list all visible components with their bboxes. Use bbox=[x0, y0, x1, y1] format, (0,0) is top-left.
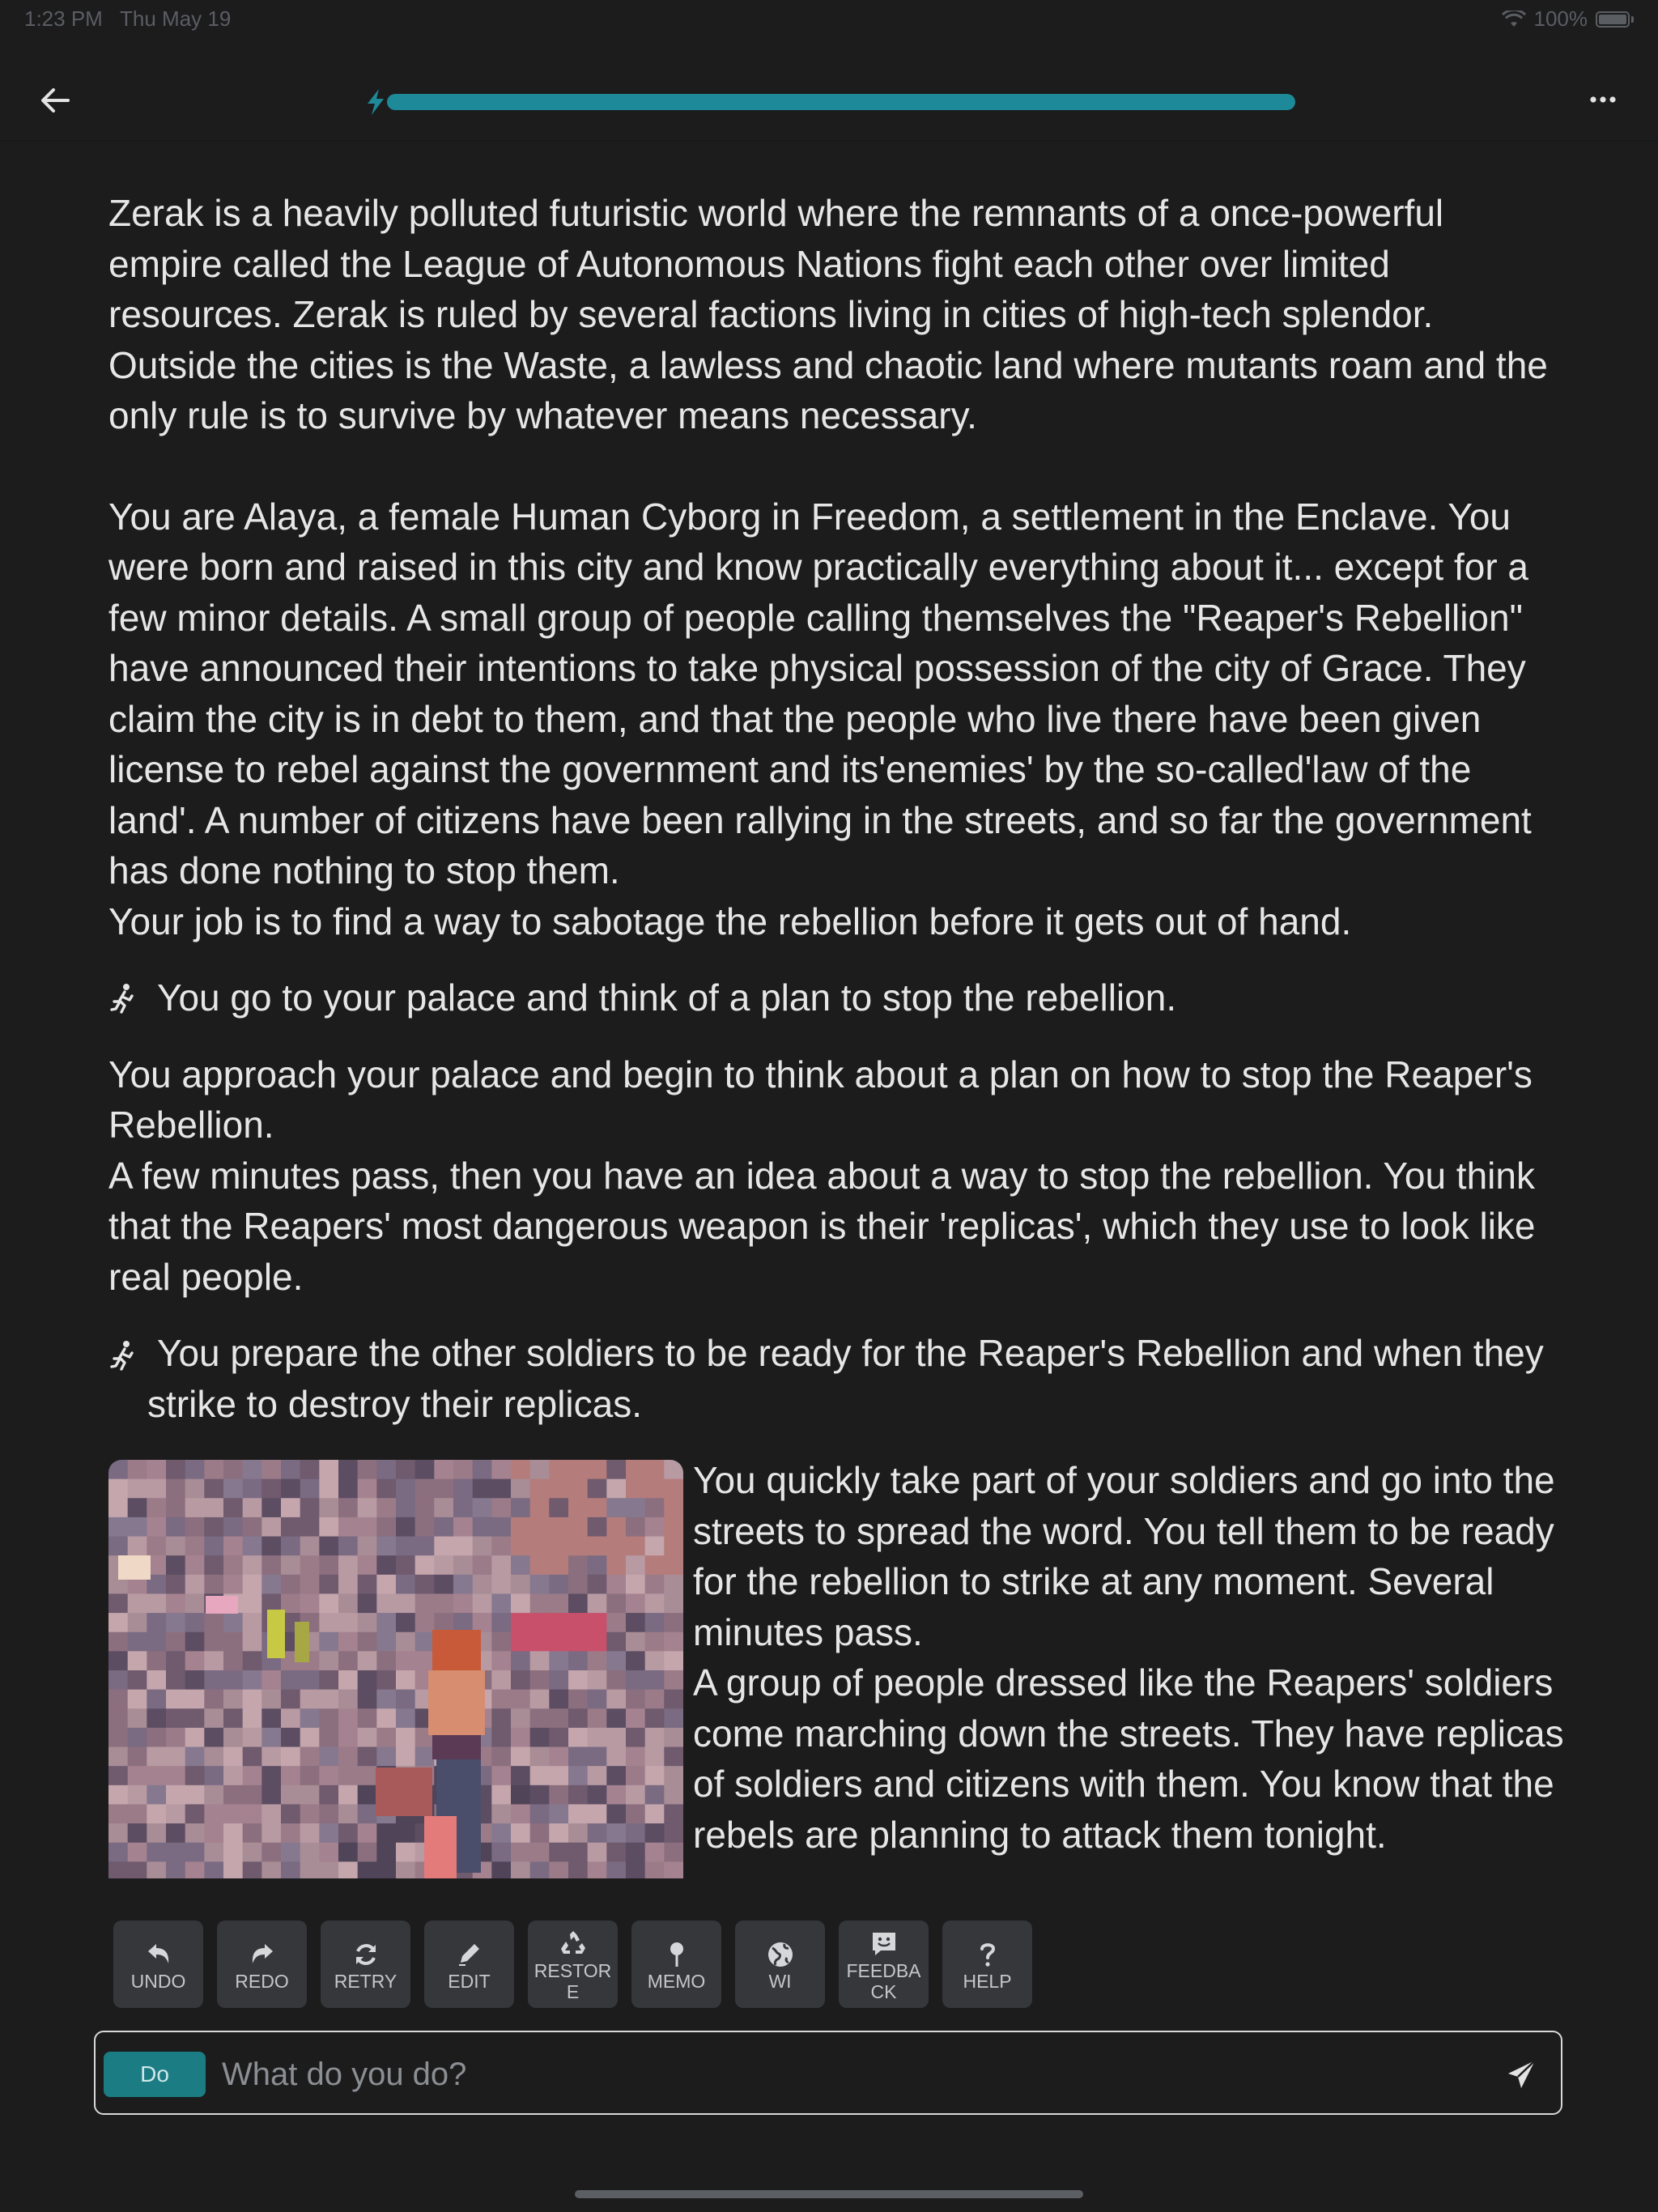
player-action-text: You go to your palace and think of a plan to stop the rebellion. bbox=[157, 976, 1177, 1019]
redo-icon bbox=[247, 1940, 278, 1969]
ai-response-paragraph: A group of people dressed like the Reapers' soldiers come marching down the streets. They have replicas of soldiers and citizens with them. You know that the rebels are planning to attack them tonight. bbox=[693, 1661, 1564, 1856]
battery-tip bbox=[1631, 16, 1634, 23]
action-input-bar bbox=[94, 2031, 1562, 2115]
feedback-icon bbox=[869, 1929, 899, 1959]
paragraph-spacer bbox=[108, 1302, 1566, 1328]
recycle-icon bbox=[558, 1929, 589, 1959]
feedback-button[interactable] bbox=[839, 1921, 929, 2008]
progress-fill bbox=[387, 94, 1295, 110]
player-action bbox=[108, 972, 1566, 1023]
illustrated-response bbox=[108, 1455, 1566, 1878]
paragraph-spacer bbox=[108, 441, 1566, 491]
question-icon bbox=[972, 1940, 1003, 1969]
retry-button[interactable] bbox=[321, 1921, 410, 2008]
ai-response-paragraph: You approach your palace and begin to think about a plan on how to stop the Reaper's Rebellion. bbox=[108, 1053, 1533, 1146]
battery-icon bbox=[1596, 11, 1630, 28]
action-toolbar bbox=[113, 1921, 1032, 2008]
retry-icon bbox=[351, 1940, 381, 1969]
memo-label: MEMO bbox=[647, 1971, 706, 1992]
header-bar bbox=[0, 39, 1658, 142]
ai-response-block bbox=[693, 1455, 1566, 1878]
pencil-icon bbox=[454, 1940, 485, 1969]
running-person-icon bbox=[108, 982, 138, 1015]
ai-response-paragraph: A few minutes pass, then you have an idea about a way to stop the rebellion. You think that the Reapers' most dangerous weapon is their 'replicas', which they use to look like real people. bbox=[108, 1154, 1536, 1298]
ai-response-paragraph: You quickly take part of your soldiers and go into the streets to spread the word. You tell them to be ready for the rebellion to strike at any moment. Several minutes pass. bbox=[693, 1459, 1555, 1653]
home-indicator[interactable] bbox=[575, 2190, 1083, 2198]
pixel-art-image bbox=[108, 1460, 683, 1878]
player-action bbox=[108, 1328, 1566, 1429]
story-intro-paragraph: You are Alaya, a female Human Cyborg in Freedom, a settlement in the Enclave. You were born and raised in this city and know practically everything about it... except for a few minor details. A small group of people calling themselves the "Reaper's Rebellion" have announced their intentions to take physical possession of the city of Grace. They claim the city is in debt to them, and that the people who live there have been given license to rebel against the government and its'enemies' by the so-called'law of the land'. A number of citizens have been rallying in the streets, and so far the government has done nothing to stop them. bbox=[108, 495, 1532, 891]
running-person-icon bbox=[108, 1339, 138, 1372]
action-input[interactable] bbox=[220, 2048, 1470, 2100]
status-bar bbox=[0, 0, 1658, 39]
edit-button[interactable] bbox=[424, 1921, 514, 2008]
redo-button[interactable] bbox=[217, 1921, 307, 2008]
edit-label: EDIT bbox=[448, 1971, 491, 1992]
restore-label: RESTORE bbox=[534, 1960, 612, 2002]
undo-icon bbox=[143, 1940, 174, 1969]
pin-icon bbox=[661, 1940, 692, 1969]
status-indicators bbox=[1502, 6, 1635, 32]
battery-percent: 100% bbox=[1533, 6, 1588, 31]
lightning-icon bbox=[363, 87, 389, 117]
wifi-icon bbox=[1502, 11, 1526, 28]
redo-label: REDO bbox=[235, 1971, 289, 1992]
story-log[interactable] bbox=[108, 188, 1566, 1878]
scene-illustration[interactable] bbox=[108, 1460, 683, 1878]
globe-icon bbox=[765, 1940, 796, 1969]
player-action-text: You prepare the other soldiers to be ready for the Reaper's Rebellion and when they strike to destroy their replicas. bbox=[147, 1332, 1544, 1425]
story-intro-paragraph: Your job is to find a way to sabotage the rebellion before it gets out of hand. bbox=[108, 900, 1352, 942]
action-progress bbox=[363, 84, 1295, 117]
progress-track bbox=[387, 94, 1295, 110]
status-time: 1:23 PM bbox=[24, 6, 103, 31]
more-options-icon[interactable] bbox=[1587, 87, 1619, 112]
world-info-label: WI bbox=[768, 1971, 792, 1992]
status-clock bbox=[24, 6, 231, 32]
input-mode-button[interactable]: Do bbox=[104, 2052, 206, 2097]
world-info-button[interactable] bbox=[735, 1921, 825, 2008]
feedback-label: FEEDBACK bbox=[846, 1960, 921, 2002]
memo-button[interactable] bbox=[631, 1921, 721, 2008]
retry-label: RETRY bbox=[334, 1971, 397, 1992]
paragraph-spacer bbox=[108, 946, 1566, 972]
send-icon[interactable] bbox=[1506, 2058, 1538, 2091]
back-arrow-icon[interactable] bbox=[36, 81, 74, 120]
paragraph-spacer bbox=[108, 1429, 1566, 1455]
help-label: HELP bbox=[963, 1971, 1012, 1992]
restore-button[interactable] bbox=[528, 1921, 618, 2008]
help-button[interactable] bbox=[942, 1921, 1032, 2008]
story-intro-paragraph: Zerak is a heavily polluted futuristic world where the remnants of a once-powerful empire called the League of Autonomous Nations fight each other over limited resources. Zerak is ruled by several factions living in cities of high-tech splendor. Outside the cities is the Waste, a lawless and chaotic land where mutants roam and the only rule is to survive by whatever means necessary. bbox=[108, 192, 1548, 436]
undo-label: UNDO bbox=[130, 1971, 186, 1992]
paragraph-spacer bbox=[108, 1023, 1566, 1049]
status-date: Thu May 19 bbox=[120, 6, 232, 31]
undo-button[interactable] bbox=[113, 1921, 203, 2008]
